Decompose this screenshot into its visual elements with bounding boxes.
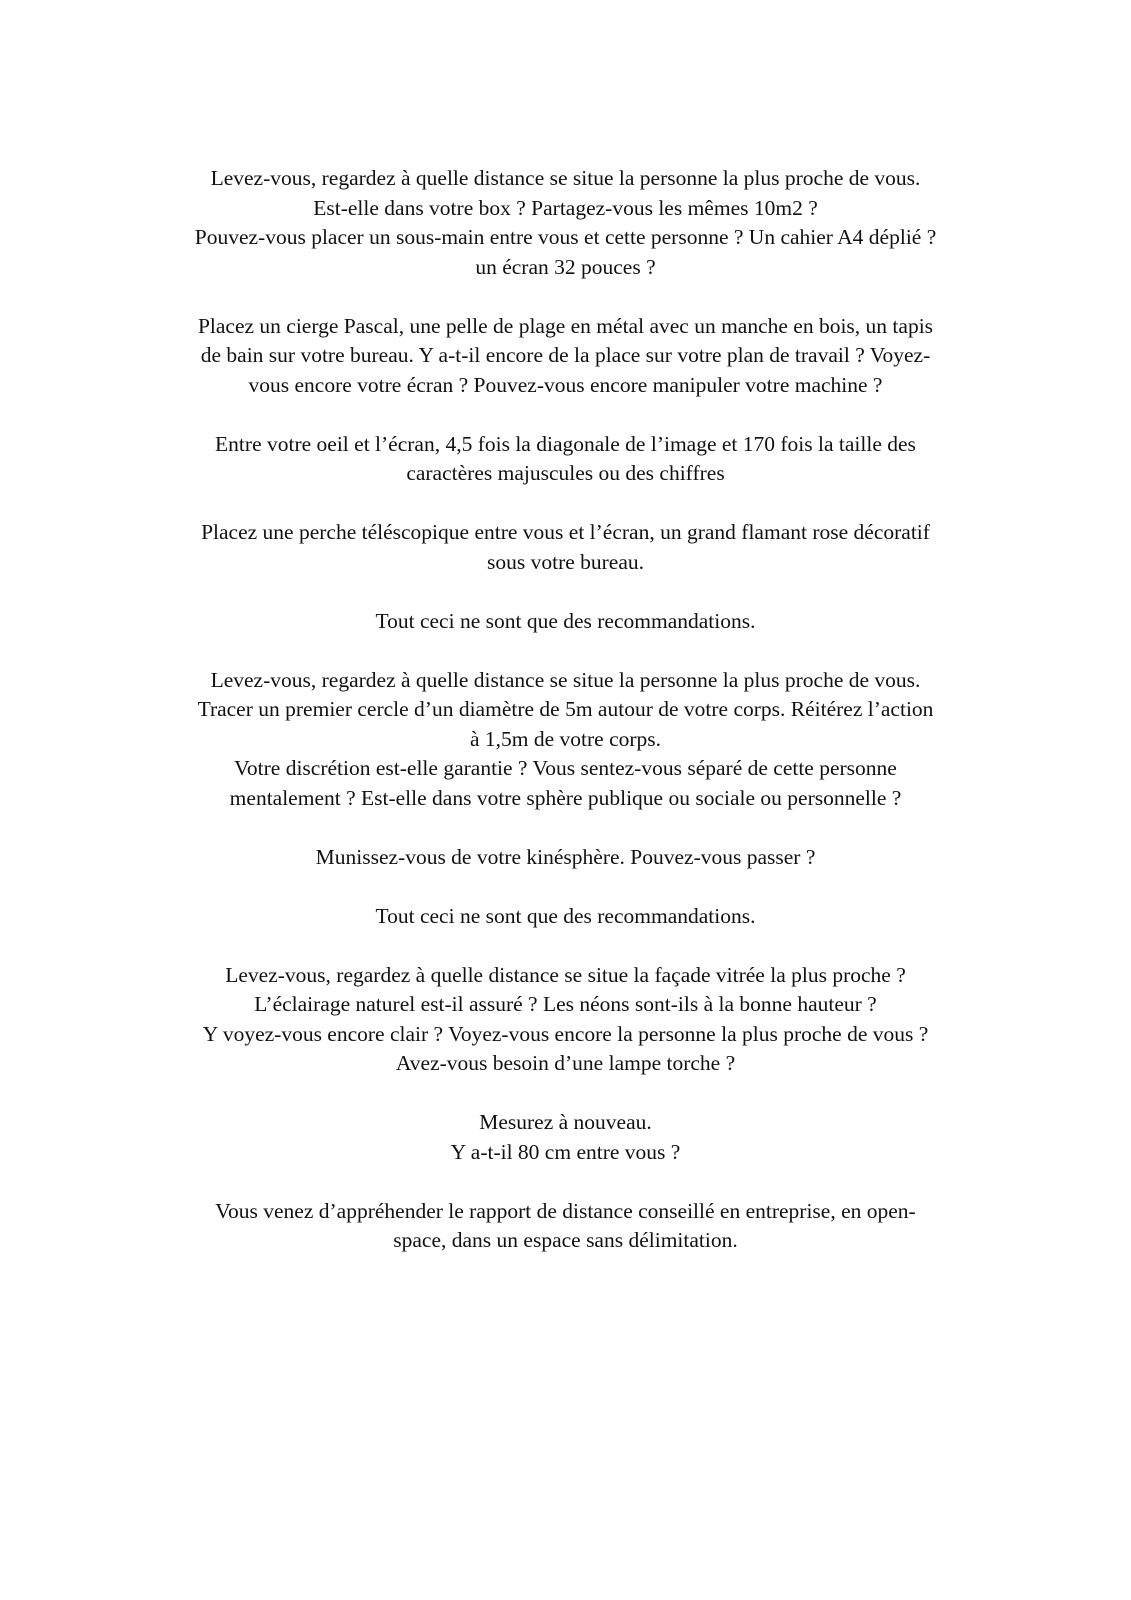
text-line: Vous venez d’appréhender le rapport de distance conseillé en entreprise, en open- [215,1198,916,1223]
stanza-1 [0,164,1131,282]
text-line: space, dans un espace sans délimitation. [393,1228,738,1252]
stanza-10 [0,1108,1131,1167]
text-line: Tout ceci ne sont que des recommandations. [375,608,756,633]
stanza-11 [0,1197,1131,1256]
document-page [0,164,1131,1285]
text-line: Avez-vous besoin d’une lampe torche ? [395,1051,736,1075]
text-line: de bain sur votre bureau. Y a-t-il encore de la place sur votre plan de travail ? Voyez- [200,343,931,367]
text-line: Pouvez-vous placer un sous-main entre vous et cette personne ? Un cahier A4 déplié ? [194,225,937,249]
stanza-4 [0,518,1131,577]
text-line: Levez-vous, regardez à quelle distance se situe la personne la plus proche de vous. [210,667,921,692]
text-line: Votre discrétion est-elle garantie ? Vous sentez-vous séparé de cette personne [234,756,897,780]
text-line: Munissez-vous de votre kinésphère. Pouvez-vous passer ? [315,844,816,869]
stanza-2 [0,312,1131,401]
stanza-9 [0,961,1131,1079]
text-line: Placez une perche téléscopique entre vous et l’écran, un grand flamant rose décoratif [201,520,930,544]
text-line: Placez un cierge Pascal, une pelle de plage en métal avec un manche en bois, un tapis [197,313,934,338]
text-line: caractères majuscules ou des chiffres [406,461,725,485]
stanza-6 [0,666,1131,814]
text-line: Tout ceci ne sont que des recommandations. [375,903,756,928]
text-line: Y voyez-vous encore clair ? Voyez-vous encore la personne la plus proche de vous ? [202,1021,929,1046]
stanza-5 [0,607,1131,637]
text-line: Y a-t-il 80 cm entre vous ? [450,1139,681,1164]
text-line: sous votre bureau. [486,549,645,574]
text-line: mentalement ? Est-elle dans votre sphère publique ou sociale ou personnelle ? [229,785,902,810]
text-line: L’éclairage naturel est-il assuré ? Les néons sont-ils à la bonne hauteur ? [254,992,877,1016]
stanza-8 [0,902,1131,932]
text-line: Levez-vous, regardez à quelle distance se situe la façade vitrée la plus proche ? [225,962,906,987]
text-line: à 1,5m de votre corps. [469,726,662,751]
text-line: Levez-vous, regardez à quelle distance se situe la personne la plus proche de vous. [210,166,921,190]
text-line: vous encore votre écran ? Pouvez-vous encore manipuler votre machine ? [248,372,883,397]
stanza-7 [0,843,1131,873]
stanza-3 [0,430,1131,489]
text-line: un écran 32 pouces ? [475,254,656,279]
text-line: Est-elle dans votre box ? Partagez-vous les mêmes 10m2 ? [313,195,818,220]
text-line: Tracer un premier cercle d’un diamètre de 5m autour de votre corps. Réitérez l’action [197,697,934,721]
text-line: Entre votre oeil et l’écran, 4,5 fois la diagonale de l’image et 170 fois la taille des [215,431,916,456]
text-line: Mesurez à nouveau. [479,1110,652,1134]
